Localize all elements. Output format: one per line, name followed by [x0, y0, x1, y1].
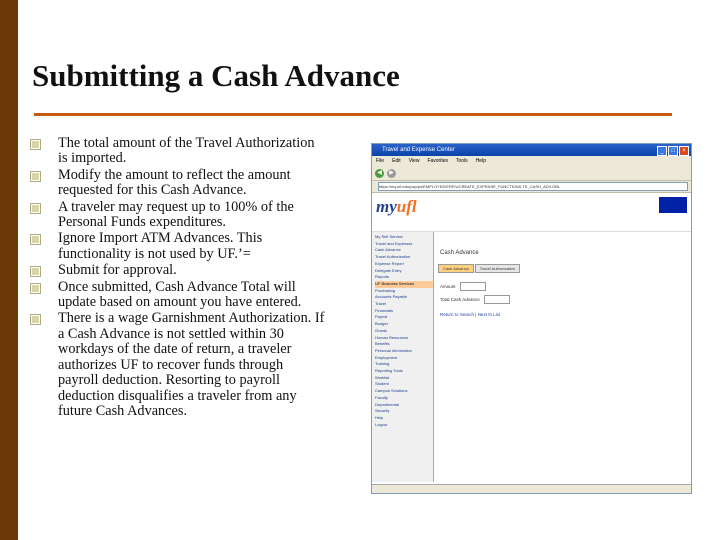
browser-toolbar	[372, 166, 691, 181]
main-panel	[434, 232, 691, 482]
browser-menubar: File Edit View Favorites Tools Help	[372, 156, 691, 166]
minimize-icon: _	[657, 146, 667, 156]
left-accent-bar	[0, 0, 18, 540]
bullet-item: Modify the amount to reflect the amount requested for this Cash Advance.	[30, 168, 325, 199]
bullet-square-icon	[30, 203, 41, 214]
bullet-square-icon	[30, 314, 41, 325]
bullet-square-icon	[30, 139, 41, 150]
address-field: https://my.ufl.edu/psp/ps/EMPLOYEE/ERP/c/CREATE_EXPENSE_FUNCTIONS.TE_CASH_ADV.GBL	[378, 182, 688, 191]
page-content	[372, 232, 691, 482]
bullet-square-icon	[30, 234, 41, 245]
bullet-square-icon	[30, 283, 41, 294]
bullet-item: The total amount of the Travel Authorization is imported.	[30, 136, 325, 167]
uf-logo	[659, 197, 687, 213]
page-heading: Cash Advance	[440, 250, 479, 256]
address-bar	[372, 181, 691, 193]
bullet-item: A traveler may request up to 100% of the Personal Funds expenditures.	[30, 200, 325, 231]
bullet-square-icon	[30, 171, 41, 182]
bullet-item: Ignore Import ATM Advances. This functionality is not used by UF.’=	[30, 231, 325, 262]
tab-travel-authorization: Travel Authorization	[475, 264, 520, 273]
close-icon: ×	[679, 146, 689, 156]
tab-cash-advance: Cash Advance	[438, 264, 474, 273]
forward-icon: ▶	[387, 169, 396, 178]
browser-screenshot	[371, 143, 692, 494]
slide-title: Submitting a Cash Advance	[32, 58, 400, 93]
browser-statusbar	[372, 484, 691, 493]
maximize-icon: □	[668, 146, 678, 156]
title-underline	[34, 113, 672, 116]
page-tabs	[438, 264, 520, 273]
bullet-item: Submit for approval.	[30, 263, 325, 278]
myufl-logo: myufl	[376, 197, 417, 216]
bullet-item: Once submitted, Cash Advance Total will update based on amount you have entered.	[30, 280, 325, 311]
cash-advance-form: Amount Total Cash Advance	[440, 280, 510, 306]
page-links: Return to Search | Next In List	[440, 312, 501, 317]
site-banner	[372, 193, 691, 232]
side-navigation: My Self Service Travel and Expenses Cash Advance Travel Authorization Expense Report Delegate Entry Reports UF Business Services Purchasing Accounts Payable Travel Financials Payroll Budget Grants Human Resources Benefits Personal Information Employment Training Reporting Tools Worklist Student Campus Solutions Faculty Departmental Security Help Logout	[372, 232, 434, 482]
bullet-list	[30, 136, 325, 420]
bullet-square-icon	[30, 266, 41, 277]
window-titlebar: Travel and Expense Center _ □ ×	[372, 144, 691, 156]
total-field	[484, 295, 510, 304]
amount-field	[460, 282, 486, 291]
bullet-item: There is a wage Garnishment Authorization. If a Cash Advance is not settled within 30 workdays of the date of return, a traveler authorizes UF to recover funds through payroll deduction. Resorting to payroll deduction disqualifies a traveler from any future Cash Advances.	[30, 311, 325, 419]
back-icon: ◀	[375, 169, 384, 178]
